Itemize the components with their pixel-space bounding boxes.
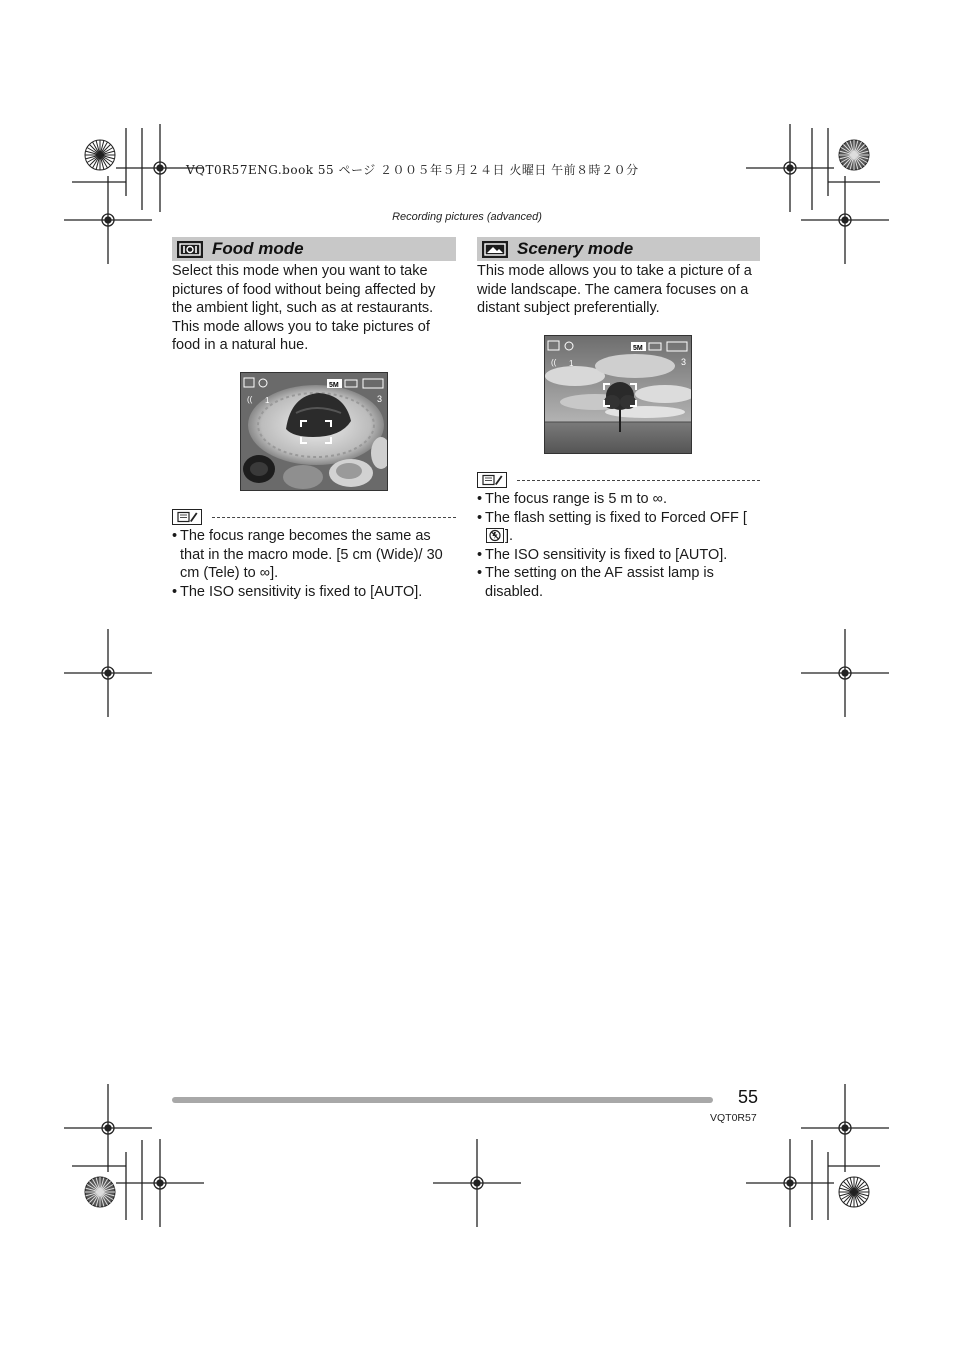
food-mode-title: Food mode <box>212 239 304 258</box>
food-notes-header <box>172 507 456 527</box>
list-item: • The focus range becomes the same as that in the macro mode. [5 cm (Wide)/ 30 cm (Tele) to ∞]. <box>172 527 456 583</box>
scenery-mode-description: This mode allows you to take a picture of a wide landscape. The camera focuses on a distant subject preferentially. <box>477 263 752 316</box>
scenery-notes-header <box>477 470 760 490</box>
registration-sunburst <box>85 140 115 170</box>
note-icon <box>172 509 202 525</box>
registration-target <box>433 1139 521 1227</box>
svg-text:1: 1 <box>569 359 574 368</box>
flash-off-icon <box>486 528 504 543</box>
scenery-mode-screen <box>544 335 692 454</box>
dashed-separator <box>517 480 760 481</box>
svg-text:((: (( <box>247 395 253 404</box>
page-number: 55 <box>738 1087 759 1107</box>
registration-target <box>746 1139 834 1227</box>
footer-rule <box>172 1097 713 1103</box>
scenery-notes-list <box>477 490 760 601</box>
registration-sunburst <box>85 1177 115 1207</box>
registration-target <box>801 1084 889 1172</box>
registration-target <box>116 1139 204 1227</box>
registration-target <box>801 629 889 717</box>
note-icon <box>477 472 507 488</box>
registration-sunburst <box>839 140 869 170</box>
scenery-mode-header <box>477 237 760 261</box>
document-code: VQT0R57 <box>710 1112 757 1124</box>
food-mode-description: Select this mode when you want to take pictures of food without being affected by the ambient light, such as at restaurants. This mode allows you to take pictures of food in a natural hue. <box>172 263 436 353</box>
food-mode-icon <box>177 241 203 258</box>
svg-text:((: (( <box>551 358 557 367</box>
scenery-mode-icon <box>482 241 508 258</box>
food-frames-left: 3 <box>377 394 383 404</box>
food-mode-header <box>172 237 456 261</box>
running-head: Recording pictures (advanced) <box>392 211 542 223</box>
registration-target <box>64 1084 152 1172</box>
food-notes-list <box>172 527 456 601</box>
list-item: • The ISO sensitivity is fixed to [AUTO]. <box>477 546 760 565</box>
print-slug: VQT0R57ENG.book 55 ページ ２００５年５月２４日 火曜日 午前８時２０分 <box>186 163 639 177</box>
food-size-label: 5M <box>329 382 339 389</box>
scenery-frames-left: 3 <box>681 357 687 367</box>
list-item: • The setting on the AF assist lamp is disabled. <box>477 564 760 601</box>
scenery-size-label: 5M <box>633 345 643 352</box>
dashed-separator <box>212 517 456 518</box>
list-item: • The flash setting is fixed to Forced OFF [ ]. <box>477 509 760 546</box>
food-mode-screen <box>240 372 388 491</box>
registration-target <box>64 629 152 717</box>
scenery-mode-title: Scenery mode <box>517 239 634 258</box>
list-item: • The ISO sensitivity is fixed to [AUTO]. <box>172 583 456 602</box>
registration-sunburst <box>839 1177 869 1207</box>
list-item: • The focus range is 5 m to ∞. <box>477 490 760 509</box>
registration-target <box>746 124 834 212</box>
svg-text:1: 1 <box>265 396 270 405</box>
